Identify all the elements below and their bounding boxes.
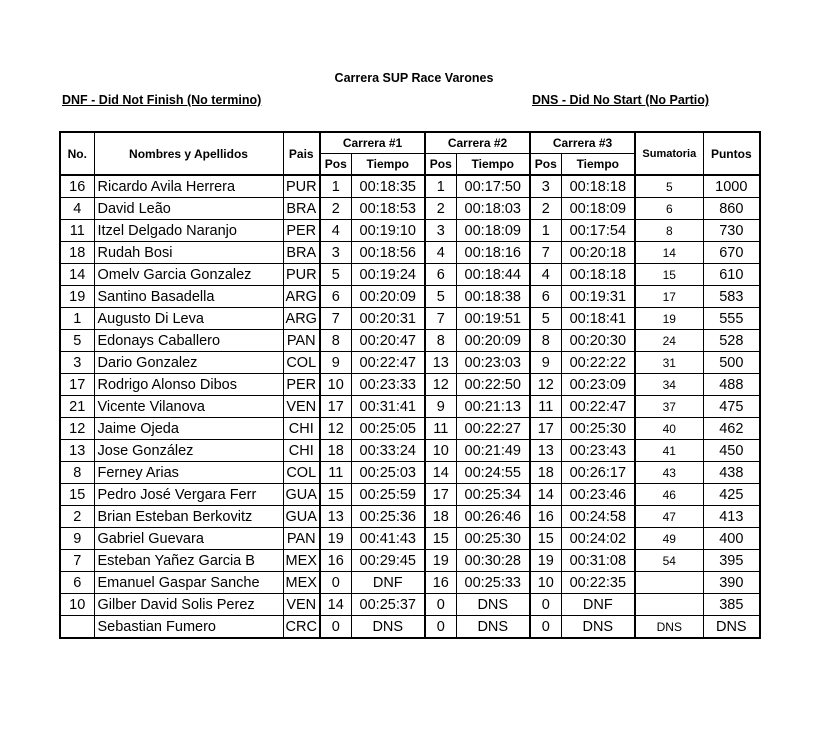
cell-time-2: 00:26:46 [456,506,530,528]
cell-points: 425 [703,484,760,506]
cell-pos-2: 0 [425,616,456,639]
cell-name: Emanuel Gaspar Sanche [94,572,283,594]
cell-name: Vicente Vilanova [94,396,283,418]
cell-time-2: 00:23:03 [456,352,530,374]
cell-no: 10 [60,594,94,616]
table-row [60,175,760,198]
header-no: No. [60,132,94,175]
cell-country: PUR [283,264,320,286]
table-row [60,220,760,242]
cell-name: Rudah Bosi [94,242,283,264]
cell-pos-1: 1 [320,175,351,198]
cell-no: 3 [60,352,94,374]
cell-time-3: 00:19:31 [561,286,635,308]
cell-time-2: 00:21:13 [456,396,530,418]
cell-sum: 34 [635,374,703,396]
cell-time-3: 00:26:17 [561,462,635,484]
cell-sum: 37 [635,396,703,418]
cell-pos-2: 19 [425,550,456,572]
cell-sum [635,572,703,594]
cell-pos-1: 0 [320,616,351,639]
cell-sum: 6 [635,198,703,220]
cell-name: David Leão [94,198,283,220]
cell-time-2: 00:25:34 [456,484,530,506]
cell-no: 13 [60,440,94,462]
cell-pos-1: 6 [320,286,351,308]
cell-pos-2: 0 [425,594,456,616]
cell-time-1: DNS [351,616,425,639]
header-time-1: Tiempo [351,154,425,176]
cell-time-2: 00:18:09 [456,220,530,242]
results-table [59,131,761,639]
cell-pos-2: 12 [425,374,456,396]
cell-time-1: 00:41:43 [351,528,425,550]
table-row [60,264,760,286]
cell-pos-1: 2 [320,198,351,220]
cell-time-3: 00:22:35 [561,572,635,594]
table-row [60,550,760,572]
cell-pos-2: 10 [425,440,456,462]
cell-time-1: 00:29:45 [351,550,425,572]
cell-time-3: 00:18:18 [561,175,635,198]
table-row [60,572,760,594]
cell-time-3: 00:22:22 [561,352,635,374]
cell-pos-1: 13 [320,506,351,528]
cell-pos-1: 10 [320,374,351,396]
cell-no: 17 [60,374,94,396]
cell-time-1: 00:18:56 [351,242,425,264]
cell-pos-3: 8 [530,330,561,352]
cell-country: BRA [283,198,320,220]
cell-no: 12 [60,418,94,440]
cell-sum: 54 [635,550,703,572]
cell-no: 16 [60,175,94,198]
cell-time-3: 00:23:09 [561,374,635,396]
cell-time-1: 00:19:24 [351,264,425,286]
cell-time-1: 00:23:33 [351,374,425,396]
cell-name: Omelv Garcia Gonzalez [94,264,283,286]
table-row [60,462,760,484]
cell-time-3: 00:20:30 [561,330,635,352]
cell-points: 528 [703,330,760,352]
cell-country: MEX [283,572,320,594]
cell-time-1: 00:25:05 [351,418,425,440]
cell-country: PUR [283,175,320,198]
header-pos-2: Pos [425,154,456,176]
cell-pos-3: 9 [530,352,561,374]
cell-pos-1: 8 [320,330,351,352]
cell-sum: 46 [635,484,703,506]
cell-time-3: 00:24:02 [561,528,635,550]
cell-points: 670 [703,242,760,264]
cell-pos-3: 0 [530,616,561,639]
header-country: Pais [283,132,320,175]
table-row [60,396,760,418]
cell-time-2: 00:30:28 [456,550,530,572]
table-row [60,330,760,352]
cell-time-1: 00:20:31 [351,308,425,330]
cell-pos-2: 2 [425,198,456,220]
header-points: Puntos [703,132,760,175]
cell-pos-3: 12 [530,374,561,396]
cell-pos-2: 16 [425,572,456,594]
cell-no: 4 [60,198,94,220]
cell-pos-1: 12 [320,418,351,440]
cell-sum: 49 [635,528,703,550]
page-title: Carrera SUP Race Varones [334,71,494,85]
cell-pos-1: 18 [320,440,351,462]
table-row [60,198,760,220]
cell-pos-2: 5 [425,286,456,308]
cell-sum: 5 [635,175,703,198]
cell-country: PAN [283,528,320,550]
table-row [60,594,760,616]
cell-time-2: 00:21:49 [456,440,530,462]
cell-time-3: 00:25:30 [561,418,635,440]
cell-points: 385 [703,594,760,616]
cell-time-1: DNF [351,572,425,594]
cell-pos-1: 15 [320,484,351,506]
cell-no: 21 [60,396,94,418]
cell-name: Pedro José Vergara Ferr [94,484,283,506]
cell-time-2: 00:17:50 [456,175,530,198]
cell-pos-3: 3 [530,175,561,198]
cell-points: 400 [703,528,760,550]
cell-pos-3: 0 [530,594,561,616]
cell-sum: 19 [635,308,703,330]
cell-points: 390 [703,572,760,594]
cell-pos-3: 18 [530,462,561,484]
cell-pos-2: 18 [425,506,456,528]
cell-sum: 15 [635,264,703,286]
cell-country: ARG [283,286,320,308]
cell-sum: 41 [635,440,703,462]
cell-points: DNS [703,616,760,639]
dns-legend: DNS - Did No Start (No Partio) [532,93,710,107]
dnf-legend: DNF - Did Not Finish (No termino) [62,93,262,107]
cell-points: 488 [703,374,760,396]
cell-time-3: 00:31:08 [561,550,635,572]
cell-pos-1: 4 [320,220,351,242]
cell-points: 610 [703,264,760,286]
cell-pos-2: 9 [425,396,456,418]
cell-points: 475 [703,396,760,418]
cell-time-2: 00:18:38 [456,286,530,308]
cell-pos-2: 4 [425,242,456,264]
table-row [60,484,760,506]
cell-time-1: 00:20:47 [351,330,425,352]
cell-country: VEN [283,594,320,616]
table-row [60,242,760,264]
cell-time-3: 00:23:43 [561,440,635,462]
table-row [60,352,760,374]
cell-no: 7 [60,550,94,572]
cell-points: 450 [703,440,760,462]
cell-sum: 43 [635,462,703,484]
cell-sum: 8 [635,220,703,242]
cell-name: Ferney Arias [94,462,283,484]
cell-time-2: 00:24:55 [456,462,530,484]
cell-pos-2: 13 [425,352,456,374]
cell-name: Jose González [94,440,283,462]
cell-time-2: 00:19:51 [456,308,530,330]
cell-pos-3: 10 [530,572,561,594]
cell-pos-3: 13 [530,440,561,462]
cell-time-2: 00:18:44 [456,264,530,286]
table-row [60,418,760,440]
cell-time-3: 00:17:54 [561,220,635,242]
cell-name: Santino Basadella [94,286,283,308]
cell-time-3: 00:18:18 [561,264,635,286]
cell-country: COL [283,462,320,484]
cell-name: Gabriel Guevara [94,528,283,550]
header-pos-1: Pos [320,154,351,176]
cell-country: MEX [283,550,320,572]
cell-pos-3: 7 [530,242,561,264]
cell-no: 2 [60,506,94,528]
cell-time-2: 00:22:27 [456,418,530,440]
cell-pos-1: 5 [320,264,351,286]
cell-time-1: 00:33:24 [351,440,425,462]
cell-pos-3: 16 [530,506,561,528]
cell-pos-1: 19 [320,528,351,550]
cell-pos-2: 6 [425,264,456,286]
results-body [60,175,760,638]
cell-time-1: 00:20:09 [351,286,425,308]
cell-pos-2: 15 [425,528,456,550]
cell-time-3: 00:18:09 [561,198,635,220]
cell-sum [635,594,703,616]
cell-pos-3: 5 [530,308,561,330]
cell-no: 14 [60,264,94,286]
cell-pos-3: 11 [530,396,561,418]
cell-pos-3: 15 [530,528,561,550]
cell-pos-1: 3 [320,242,351,264]
cell-no: 15 [60,484,94,506]
cell-no: 11 [60,220,94,242]
cell-pos-3: 4 [530,264,561,286]
header-time-2: Tiempo [456,154,530,176]
cell-pos-2: 7 [425,308,456,330]
cell-sum: 47 [635,506,703,528]
cell-country: COL [283,352,320,374]
cell-no: 5 [60,330,94,352]
cell-time-1: 00:25:37 [351,594,425,616]
cell-pos-1: 11 [320,462,351,484]
cell-time-1: 00:25:36 [351,506,425,528]
cell-time-2: DNS [456,594,530,616]
cell-pos-2: 14 [425,462,456,484]
cell-country: BRA [283,242,320,264]
cell-time-1: 00:25:03 [351,462,425,484]
cell-points: 500 [703,352,760,374]
cell-points: 395 [703,550,760,572]
cell-time-3: 00:24:58 [561,506,635,528]
cell-time-3: 00:23:46 [561,484,635,506]
cell-points: 438 [703,462,760,484]
cell-time-1: 00:18:35 [351,175,425,198]
header-race-2: Carrera #2 [425,132,530,154]
cell-country: PER [283,220,320,242]
cell-pos-1: 16 [320,550,351,572]
table-row [60,308,760,330]
cell-time-1: 00:19:10 [351,220,425,242]
cell-points: 413 [703,506,760,528]
cell-name: Edonays Caballero [94,330,283,352]
cell-country: PER [283,374,320,396]
cell-time-1: 00:25:59 [351,484,425,506]
table-row [60,528,760,550]
table-row [60,440,760,462]
cell-sum: 14 [635,242,703,264]
cell-pos-1: 0 [320,572,351,594]
table-row [60,616,760,639]
cell-sum: 24 [635,330,703,352]
header-pos-3: Pos [530,154,561,176]
cell-time-3: 00:22:47 [561,396,635,418]
cell-name: Esteban Yañez Garcia B [94,550,283,572]
cell-sum: 31 [635,352,703,374]
header-name: Nombres y Apellidos [94,132,283,175]
cell-name: Gilber David Solis Perez [94,594,283,616]
cell-name: Brian Esteban Berkovitz [94,506,283,528]
cell-pos-2: 1 [425,175,456,198]
cell-points: 462 [703,418,760,440]
cell-pos-3: 2 [530,198,561,220]
cell-no: 6 [60,572,94,594]
header-sum: Sumatoria [635,132,703,175]
table-row [60,506,760,528]
cell-name: Rodrigo Alonso Dibos [94,374,283,396]
cell-name: Itzel Delgado Naranjo [94,220,283,242]
cell-points: 555 [703,308,760,330]
cell-points: 730 [703,220,760,242]
cell-pos-1: 9 [320,352,351,374]
cell-time-2: 00:18:16 [456,242,530,264]
cell-pos-2: 11 [425,418,456,440]
header-race-1: Carrera #1 [320,132,425,154]
cell-no: 18 [60,242,94,264]
cell-points: 860 [703,198,760,220]
cell-sum: 17 [635,286,703,308]
cell-time-1: 00:18:53 [351,198,425,220]
cell-points: 583 [703,286,760,308]
cell-pos-3: 14 [530,484,561,506]
cell-no: 19 [60,286,94,308]
cell-time-2: 00:22:50 [456,374,530,396]
cell-time-2: 00:20:09 [456,330,530,352]
cell-country: CRC [283,616,320,639]
cell-pos-3: 19 [530,550,561,572]
cell-country: GUA [283,484,320,506]
cell-name: Augusto Di Leva [94,308,283,330]
header-time-3: Tiempo [561,154,635,176]
cell-no: 9 [60,528,94,550]
cell-pos-3: 1 [530,220,561,242]
cell-time-3: 00:18:41 [561,308,635,330]
cell-country: CHI [283,440,320,462]
header-race-3: Carrera #3 [530,132,635,154]
cell-country: CHI [283,418,320,440]
cell-pos-1: 14 [320,594,351,616]
cell-time-2: 00:25:33 [456,572,530,594]
cell-pos-2: 8 [425,330,456,352]
cell-time-2: 00:25:30 [456,528,530,550]
cell-time-2: DNS [456,616,530,639]
cell-pos-2: 3 [425,220,456,242]
cell-time-1: 00:31:41 [351,396,425,418]
cell-pos-1: 7 [320,308,351,330]
cell-name: Dario Gonzalez [94,352,283,374]
cell-no: 1 [60,308,94,330]
cell-name: Sebastian Fumero [94,616,283,639]
cell-sum: 40 [635,418,703,440]
cell-pos-1: 17 [320,396,351,418]
cell-time-3: DNS [561,616,635,639]
cell-points: 1000 [703,175,760,198]
cell-country: GUA [283,506,320,528]
cell-no: 8 [60,462,94,484]
cell-country: ARG [283,308,320,330]
cell-country: VEN [283,396,320,418]
cell-time-3: DNF [561,594,635,616]
cell-name: Jaime Ojeda [94,418,283,440]
cell-pos-3: 17 [530,418,561,440]
table-row [60,374,760,396]
cell-pos-3: 6 [530,286,561,308]
cell-sum: DNS [635,616,703,639]
cell-time-1: 00:22:47 [351,352,425,374]
cell-no [60,616,94,639]
cell-country: PAN [283,330,320,352]
cell-pos-2: 17 [425,484,456,506]
table-row [60,286,760,308]
cell-time-3: 00:20:18 [561,242,635,264]
cell-time-2: 00:18:03 [456,198,530,220]
cell-name: Ricardo Avila Herrera [94,175,283,198]
